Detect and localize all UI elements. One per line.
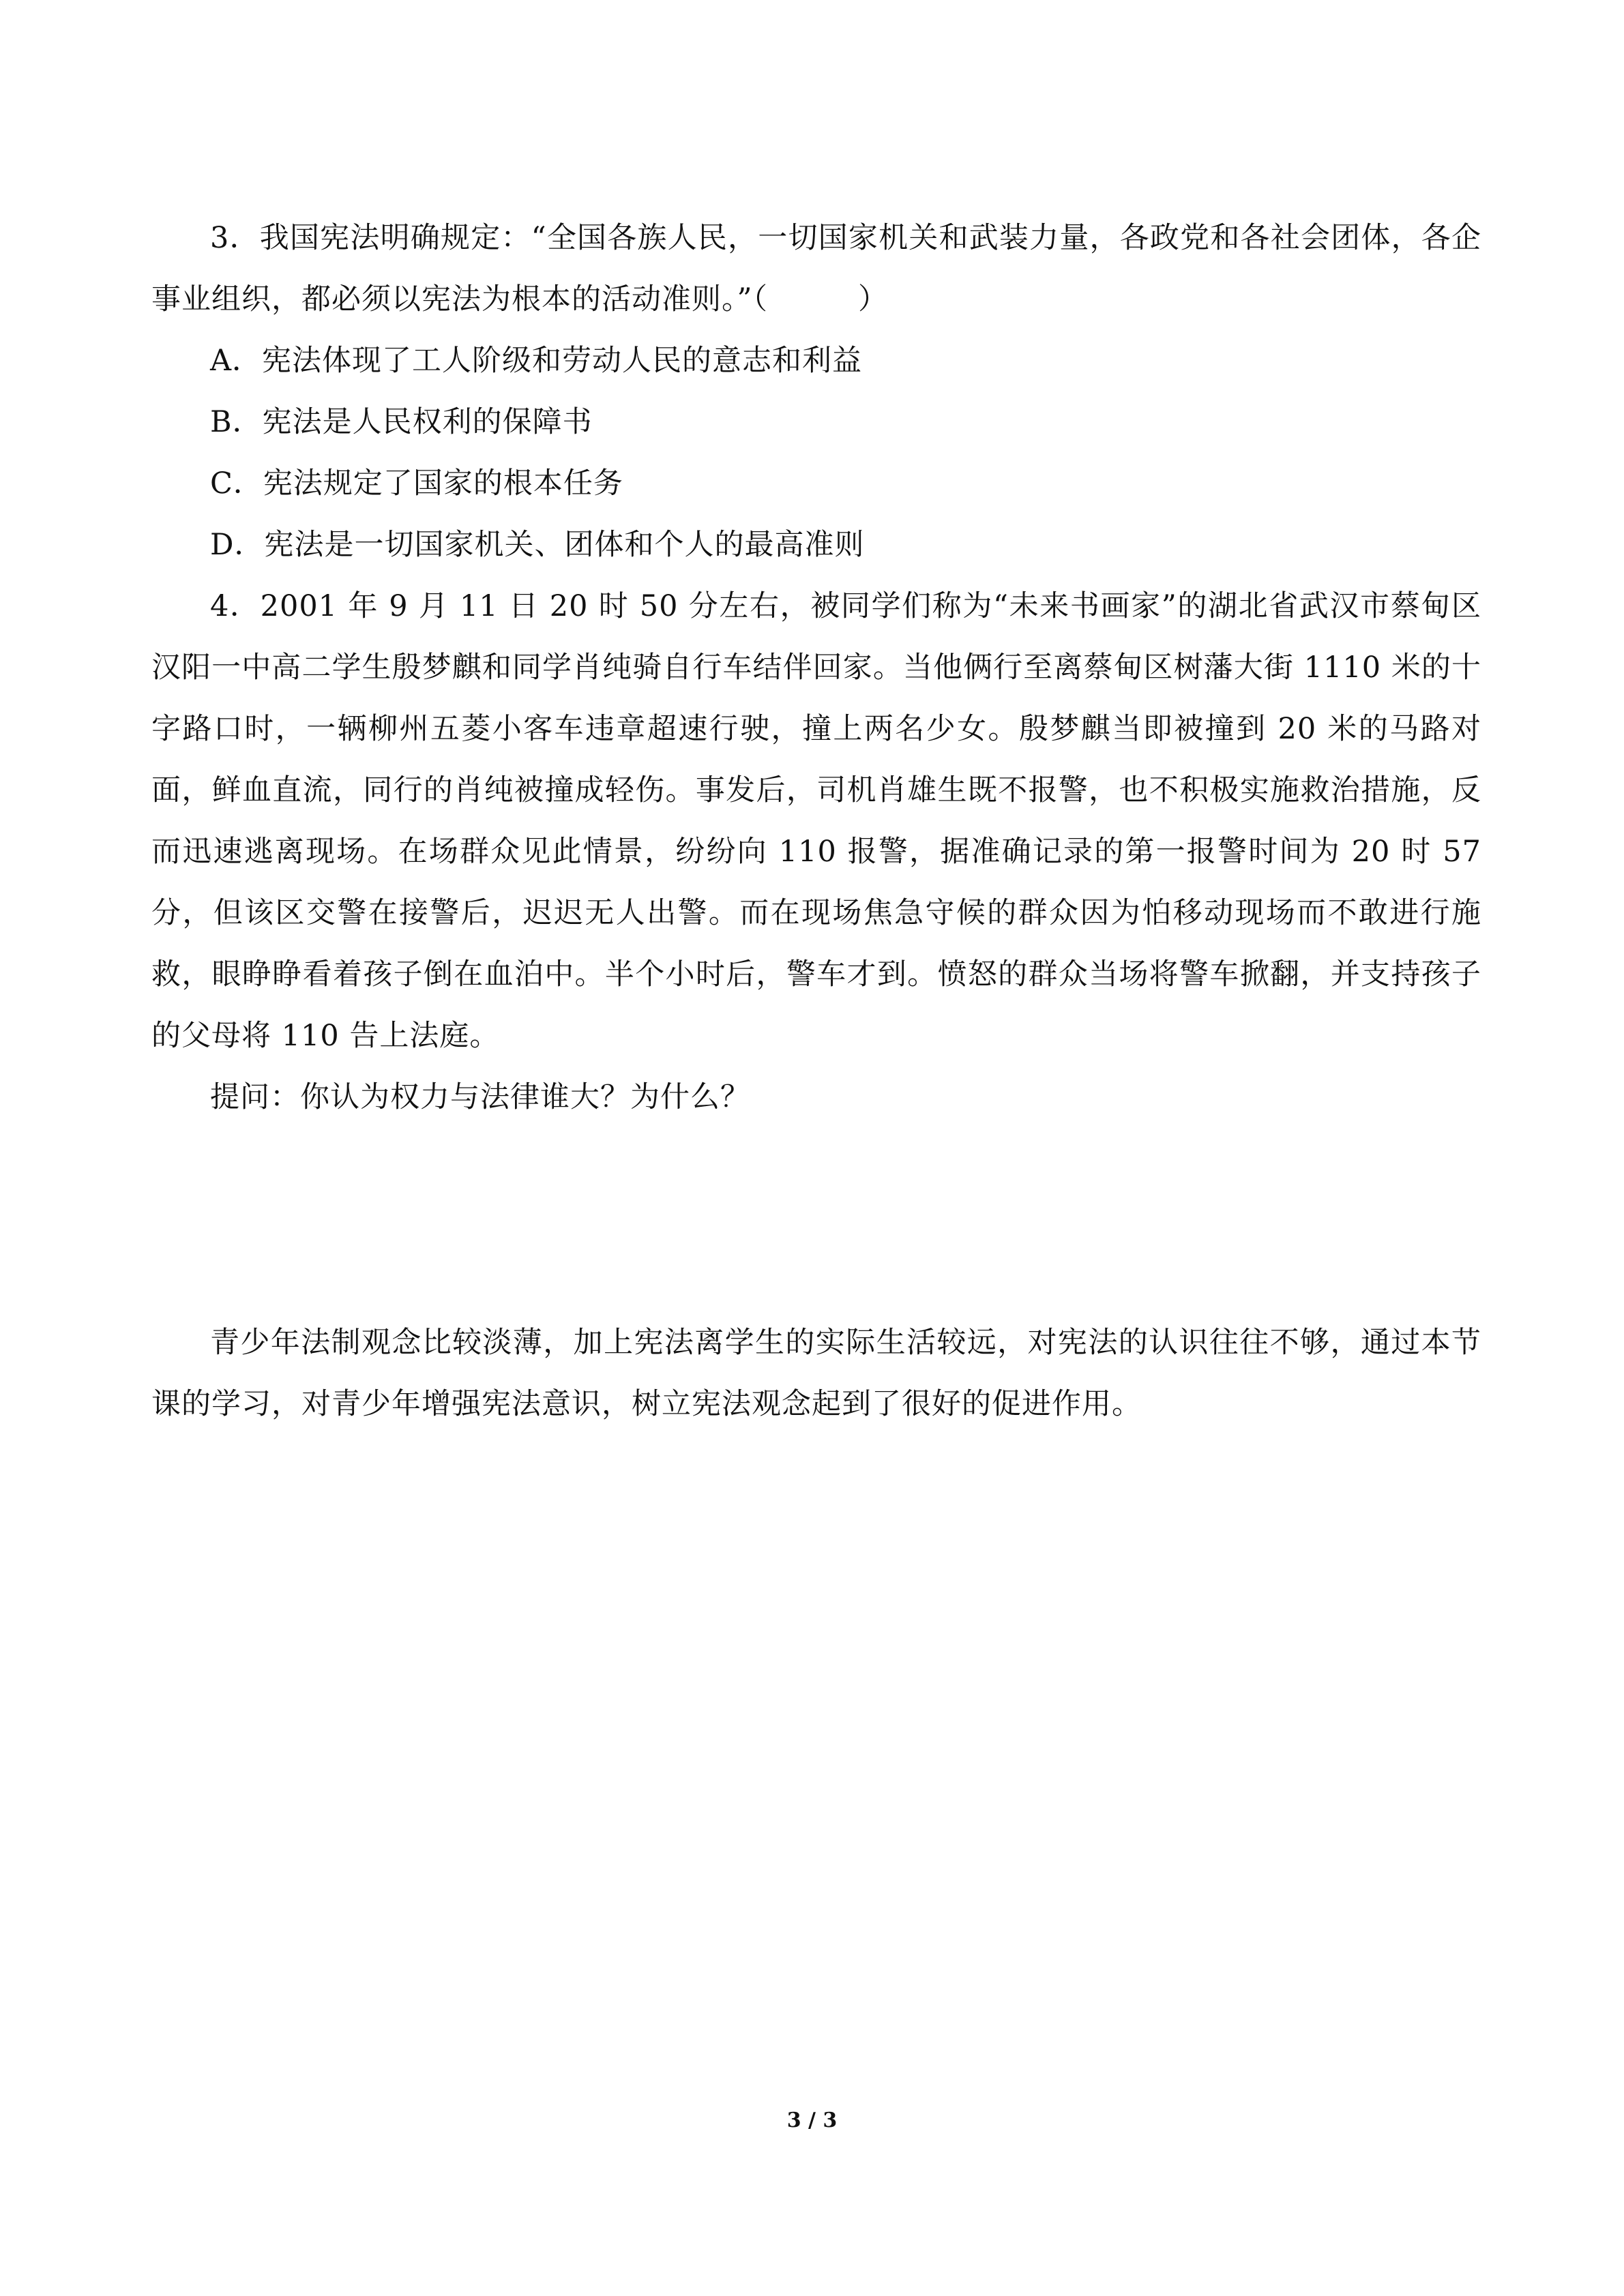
question-3-option-a: A．宪法体现了工人阶级和劳动人民的意志和利益 bbox=[210, 344, 863, 378]
spacer bbox=[151, 1128, 1481, 1312]
question-4-prompt: 提问：你认为权力与法律谁大？为什么？ bbox=[210, 1080, 750, 1114]
question-3-option-c: C．宪法规定了国家的根本任务 bbox=[210, 466, 623, 501]
question-3-stem: 3．我国宪法明确规定：“全国各族人民，一切国家机关和武装力量，各政党和各社会团体，各企事业组织，都必须以宪法为根本的活动准则。”（ ） bbox=[151, 221, 1481, 316]
question-3-option-b: B．宪法是人民权利的保障书 bbox=[210, 405, 593, 439]
document-body bbox=[151, 207, 1481, 1435]
question-3-option-d: D．宪法是一切国家机关、团体和个人的最高准则 bbox=[210, 528, 865, 562]
question-4-stem: 4．2001 年 9 月 11 日 20 时 50 分左右，被同学们称为“未来书画家”的湖北省武汉市蔡甸区汉阳一中高二学生殷梦麒和同学肖纯骑自行车结伴回家。当他俩行至离蔡甸区树藩大街 1110 米的十字路口时，一辆柳州五菱小客车违章超速行驶，撞上两名少女。殷梦麒当即被撞到 20 米的马路对面，鲜血直流，同行的肖纯被撞成轻伤。事发后，司机肖雄生既不报警，也不积极实施救治措施，反而迅速逃离现场。在场群众见此情景，纷纷向 110 报警，据准确记录的第一报警时间为 20 时 57 分，但该区交警在接警后，迟迟无人出警。而在现场焦急守候的群众因为怕移动现场而不敢进行施救，眼睁睁看着孩子倒在血泊中。半个小时后，警车才到。愤怒的群众当场将警车掀翻，并支持孩子的父母将 110 告上法庭。 bbox=[151, 589, 1481, 1053]
lesson-summary: 青少年法制观念比较淡薄，加上宪法离学生的实际生活较远，对宪法的认识往往不够，通过本节课的学习，对青少年增强宪法意识，树立宪法观念起到了很好的促进作用。 bbox=[151, 1326, 1481, 1421]
page-number: 3 / 3 bbox=[786, 2108, 838, 2132]
